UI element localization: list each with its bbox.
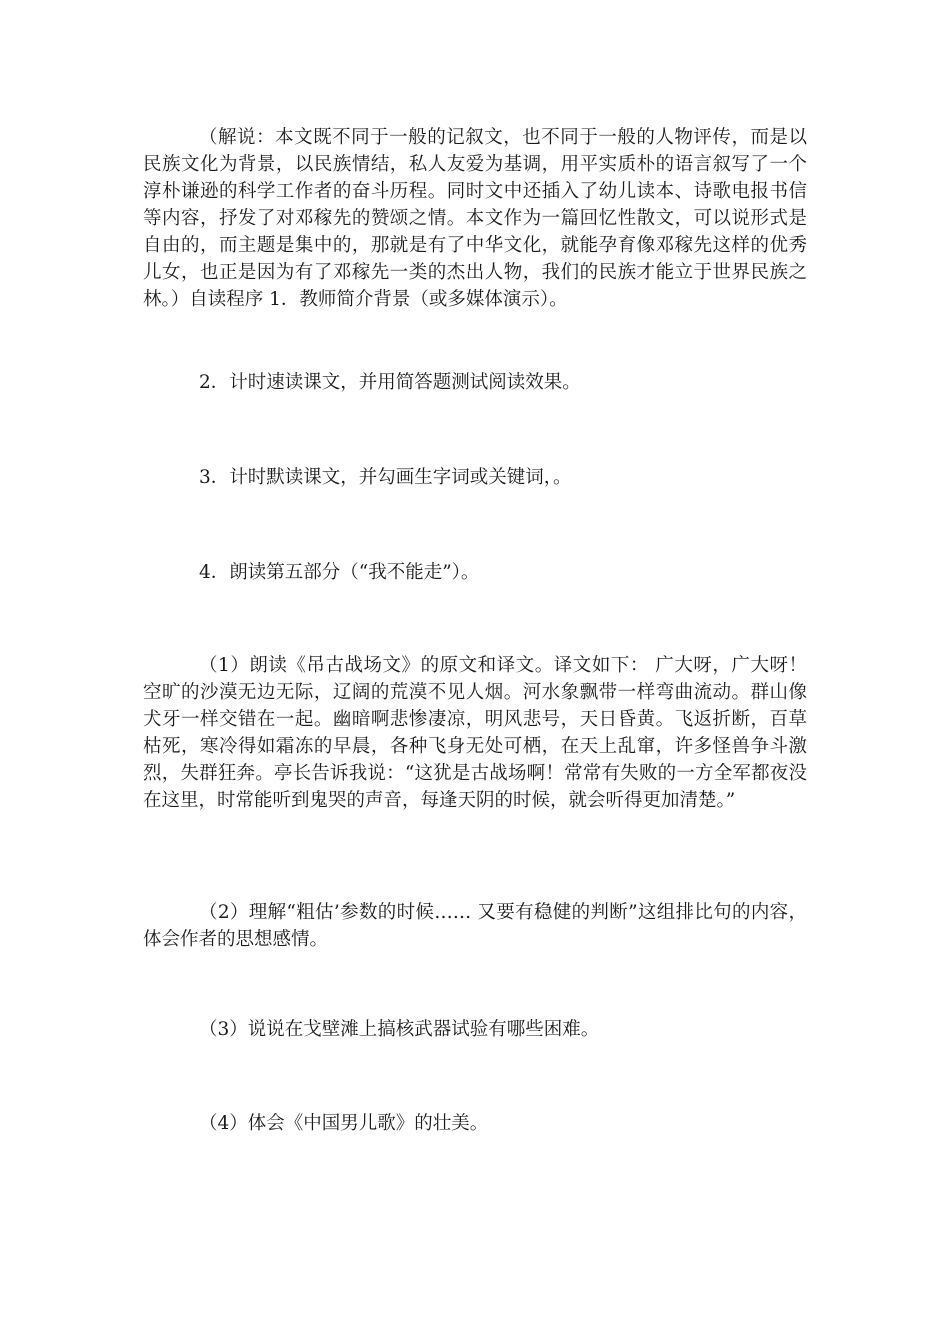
paragraph-step-3: 3．计时默读课文，并勾画生字词或关键词，。 [199, 467, 572, 488]
paragraph-substep-1: （1）朗读《吊古战场文》的原文和译文。译文如下： 广大呀，广大呀！空旷的沙漠无边无际，辽阔的荒漠不见人烟。河水象飘带一样弯曲流动。群山像犬牙一样交错在一起。幽暗啊悲惨凄凉，明风悲号，天日昏黄。飞返折断，百草枯死，寒冷得如霜冻的早晨，各种飞身无处可栖，在天上乱窜，许多怪兽争斗激烈，失群狂奔。亭长告诉我说：“这犹是古战场啊！常常有失败的一方全军都夜没在这里，时常能听到鬼哭的声音，每逢天阴的时候，就会听得更加清楚。” [143, 655, 807, 811]
paragraph-substep-3: （3）说说在戈壁滩上搞核武器试验有哪些困难。 [199, 1019, 600, 1040]
paragraph-commentary: （解说：本文既不同于一般的记叙文，也不同于一般的人物评传，而是以民族文化为背景，以民族情结，私人友爱为基调，用平实质朴的语言叙写了一个淳朴谦逊的科学工作者的奋斗历程。同时文中还插入了幼儿读本、诗歌电报书信等内容，抒发了对邓稼先的赞颂之情。本文作为一篇回忆性散文，可以说形式是自由的，而主题是集中的，那就是有了中华文化，就能孕育像邓稼先这样的优秀儿女，也正是因为有了邓稼先一类的杰出人物，我们的民族才能立于世界民族之林。）自读程序 1．教师简介背景（或多媒体演示）。 [143, 127, 807, 310]
paragraph-substep-2: （2）理解“粗估’参数的时候…… 又要有稳健的判断”这组排比句的内容，体会作者的思想感情。 [143, 902, 807, 950]
paragraph-step-4: 4．朗读第五部分（“我不能走”）。 [199, 562, 480, 583]
paragraph-substep-4: （4）体会《中国男儿歌》的壮美。 [199, 1113, 489, 1134]
paragraph-step-2: 2．计时速读课文，并用简答题测试阅读效果。 [199, 372, 581, 393]
